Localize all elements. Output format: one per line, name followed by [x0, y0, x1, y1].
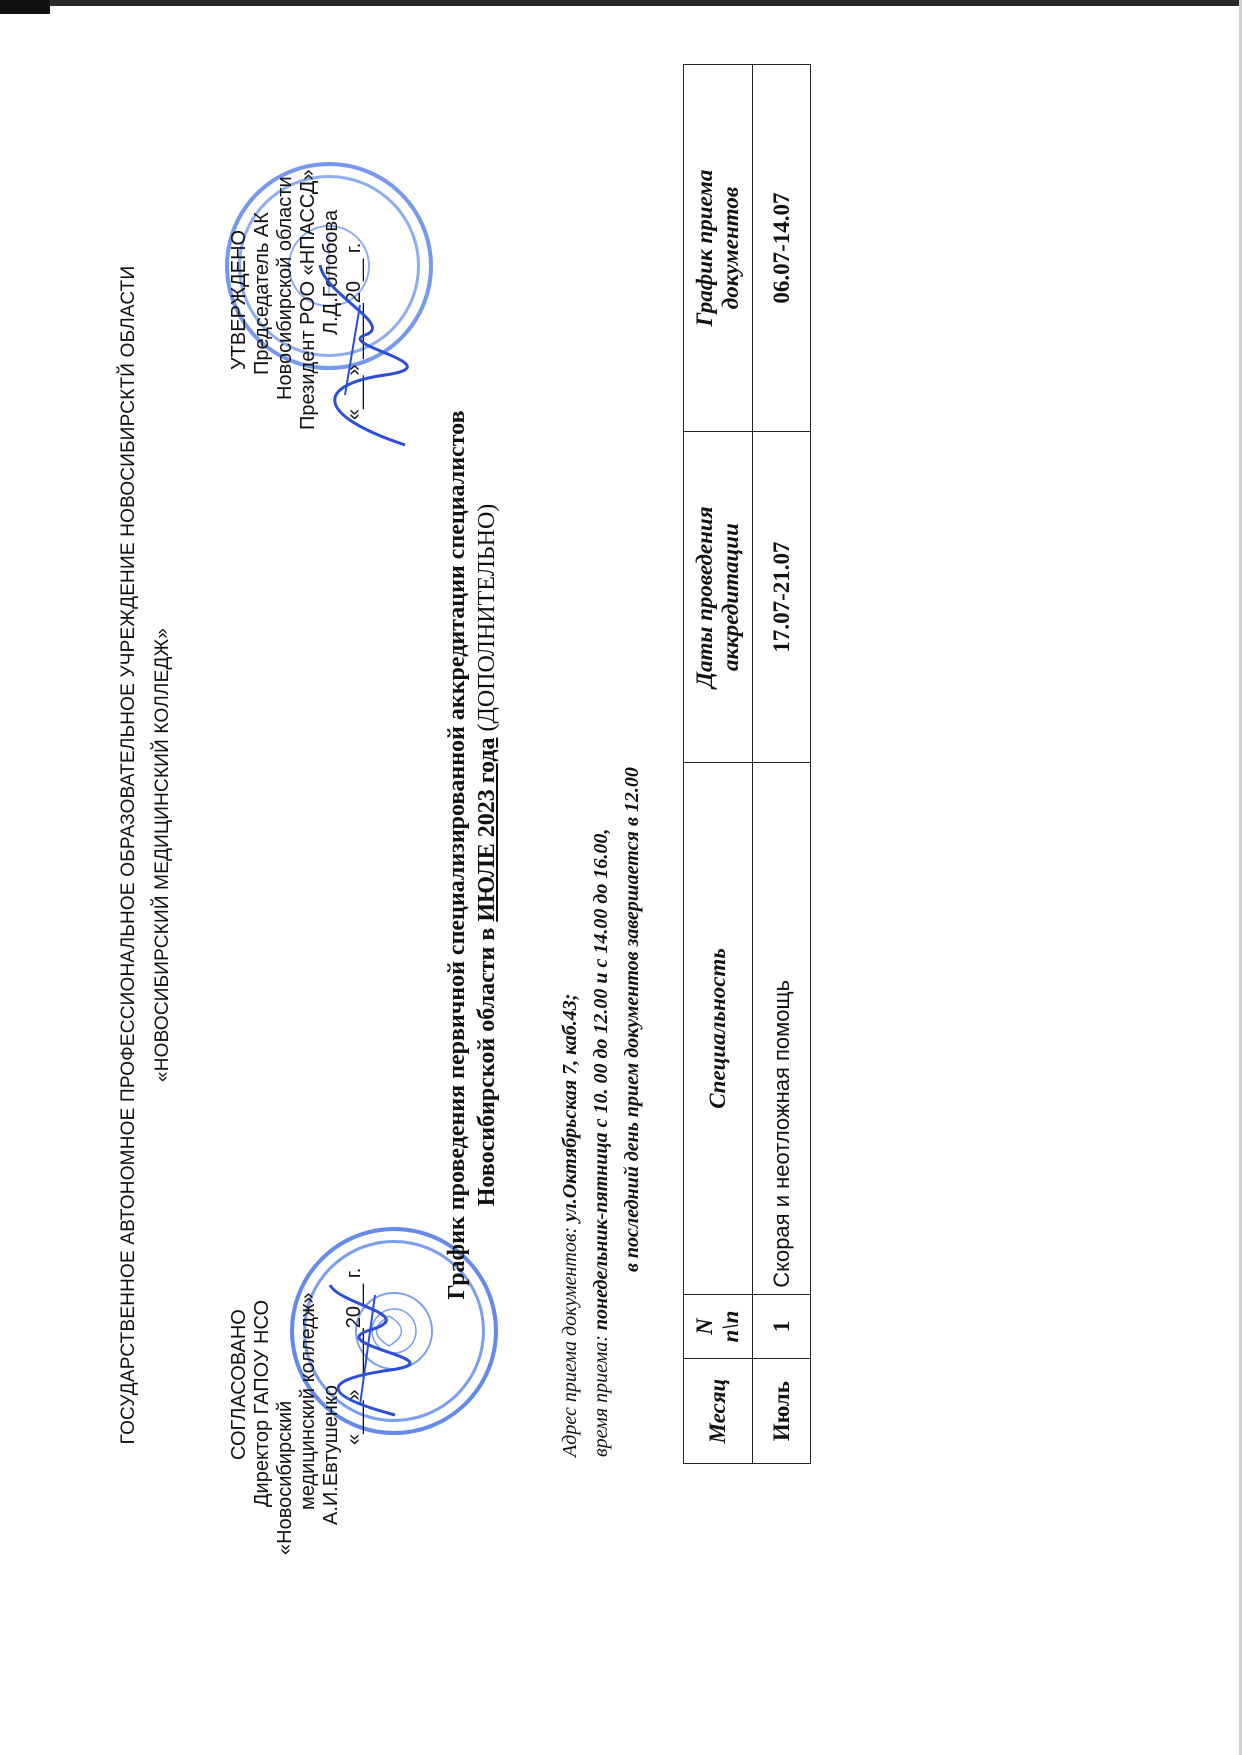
- cell-specialty: Скорая и неотложная помощь: [753, 763, 811, 1295]
- header-number-line-1: N: [692, 1318, 717, 1335]
- agreed-line: Директор ГАПОУ НСО: [251, 1299, 273, 1507]
- header-number-line-2: п\п: [718, 1310, 743, 1343]
- deadline-note: в последний день прием документов завершается в 12.00: [621, 767, 643, 1272]
- institution-header: [112, 155, 180, 1555]
- address-line: [555, 157, 586, 1457]
- agreed-heading: СОГЛАСОВАНО: [228, 1309, 250, 1460]
- header-documents: [684, 65, 753, 432]
- address-label: Адрес приема документов:: [559, 1226, 581, 1457]
- time-line: [586, 157, 617, 1457]
- header-documents-line-2: документов: [718, 186, 743, 310]
- table-row: [753, 65, 811, 1464]
- header-dates: [684, 432, 753, 763]
- time-label: время приема:: [590, 1335, 612, 1457]
- title-note: (ДОПОЛНИТЕЛЬНО): [474, 503, 500, 732]
- cell-month: Июль: [753, 1359, 811, 1464]
- approved-heading: УТВЕРЖДЕНО: [228, 229, 250, 370]
- agreed-line: медицинский колледж»: [297, 1292, 319, 1510]
- cell-dates: 17.07-21.07: [753, 432, 811, 763]
- schedule-table: [683, 64, 811, 1464]
- approved-signatory: Л.Д.Голобова: [320, 209, 342, 335]
- cell-number: 1: [753, 1294, 811, 1358]
- table-header-row: [684, 65, 753, 1464]
- cell-documents: 06.07-14.07: [753, 65, 811, 432]
- header-dates-line-2: аккредитации: [718, 523, 743, 672]
- title-line-2: [472, 255, 502, 1455]
- header-documents-line-1: График приема: [692, 169, 717, 327]
- header-number: [684, 1294, 753, 1358]
- address-value: ул.Октябрьская 7, каб.43;: [559, 993, 581, 1222]
- approved-date: «___» _____20__ г.: [343, 242, 365, 420]
- time-value: понедельник-пятница с 10. 00 до 12.00 и с 14.00 до 16.00,: [590, 828, 612, 1331]
- reception-info: [555, 157, 648, 1457]
- title-month: ИЮЛЕ 2023 года: [474, 737, 500, 922]
- institution-name: ГОСУДАРСТВЕННОЕ АВТОНОМНОЕ ПРОФЕССИОНАЛЬНОЕ ОБРАЗОВАТЕЛЬНОЕ УЧРЕЖДЕНИЕ НОВОСИБИРСКТЙ ОБЛАСТИ: [118, 265, 139, 1445]
- approved-line: Президент РОО «НПАССД»: [297, 169, 319, 430]
- title-region: Новосибирской области в: [474, 927, 500, 1207]
- header-month: Месяц: [684, 1359, 753, 1464]
- college-name: «НОВОСИБИРСКИЙ МЕДИЦИНСКИЙ КОЛЛЕДЖ»: [152, 627, 173, 1083]
- approved-line: Председатель АК: [251, 212, 273, 375]
- agreed-line: «Новосибирский: [274, 1400, 296, 1555]
- header-dates-line-1: Даты проведения: [692, 506, 717, 688]
- header-specialty: Специальность: [684, 763, 753, 1295]
- agreed-signatory: А.И.Евтушенко: [320, 1384, 342, 1525]
- title-line-1: График проведения первичной специализированной аккредитации специалистов: [444, 410, 470, 1300]
- agreed-date: «___» _____20__ г.: [343, 1267, 365, 1445]
- agreed-signature: [300, 1275, 420, 1425]
- approved-signature: [305, 255, 425, 455]
- approved-line: Новосибирской области: [274, 176, 296, 400]
- document-title: [442, 255, 502, 1455]
